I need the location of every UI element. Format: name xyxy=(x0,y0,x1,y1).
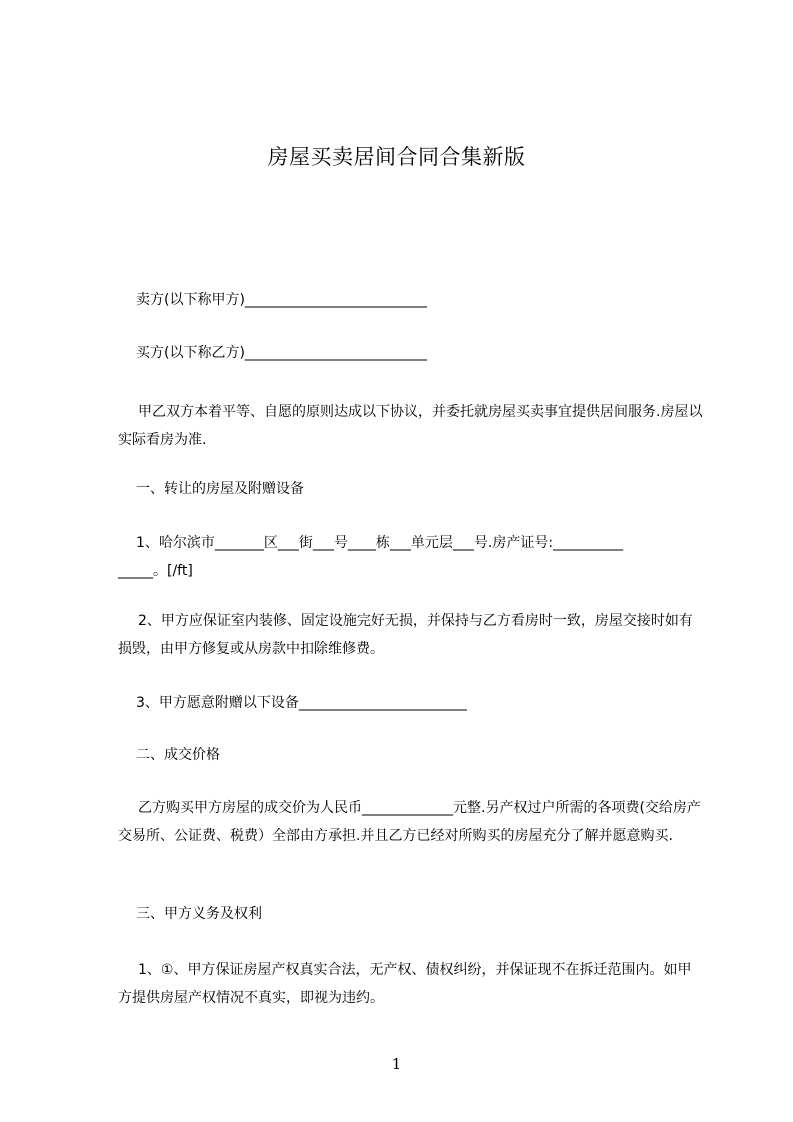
section3-heading: 三、甲方义务及权利 xyxy=(136,906,262,922)
page-number: 1 xyxy=(391,1055,402,1073)
document-title: 房屋买卖居间合同合集新版 xyxy=(267,145,526,169)
section3-item1-paragraph: 1、①、甲方保证房屋产权真实合法，无产权、债权纠纷，并保证现不在拆迁范围内。如甲方提供房屋产权情况不真实，即视为违约。 xyxy=(118,962,692,1006)
section2-heading: 二、成交价格 xyxy=(136,747,220,763)
section1-item3-line: 3、甲方愿意附赠以下设备________________________ xyxy=(136,695,467,711)
seller-line: 卖方(以下称甲方)__________________________ xyxy=(136,292,427,308)
section1-item1-line2: _____。[/ft] xyxy=(118,563,193,579)
buyer-line: 买方(以下称乙方)__________________________ xyxy=(136,345,427,361)
intro-paragraph: 甲乙双方本着平等、自愿的原则达成以下协议，并委托就房屋买卖事宜提供居间服务.房屋以实际看房为准. xyxy=(118,404,703,448)
section1-item1-line1: 1、哈尔滨市_______区___街___号____栋___单元层___号.房产证号:__________ xyxy=(136,535,624,551)
section1-item2-paragraph: 2、甲方应保证室内装修、固定设施完好无损，并保持与乙方看房时一致，房屋交接时如有损毁，由甲方修复或从房款中扣除维修费。 xyxy=(118,613,693,657)
section2-paragraph: 乙方购买甲方房屋的成交价为人民币_____________元整.另产权过户所需的各项费(交给房产交易所、公证费、税费）全部由方承担.并且乙方已经对所购买的房屋充分了解并愿意购买. xyxy=(118,800,701,844)
section1-heading: 一、转让的房屋及附赠设备 xyxy=(136,481,304,497)
